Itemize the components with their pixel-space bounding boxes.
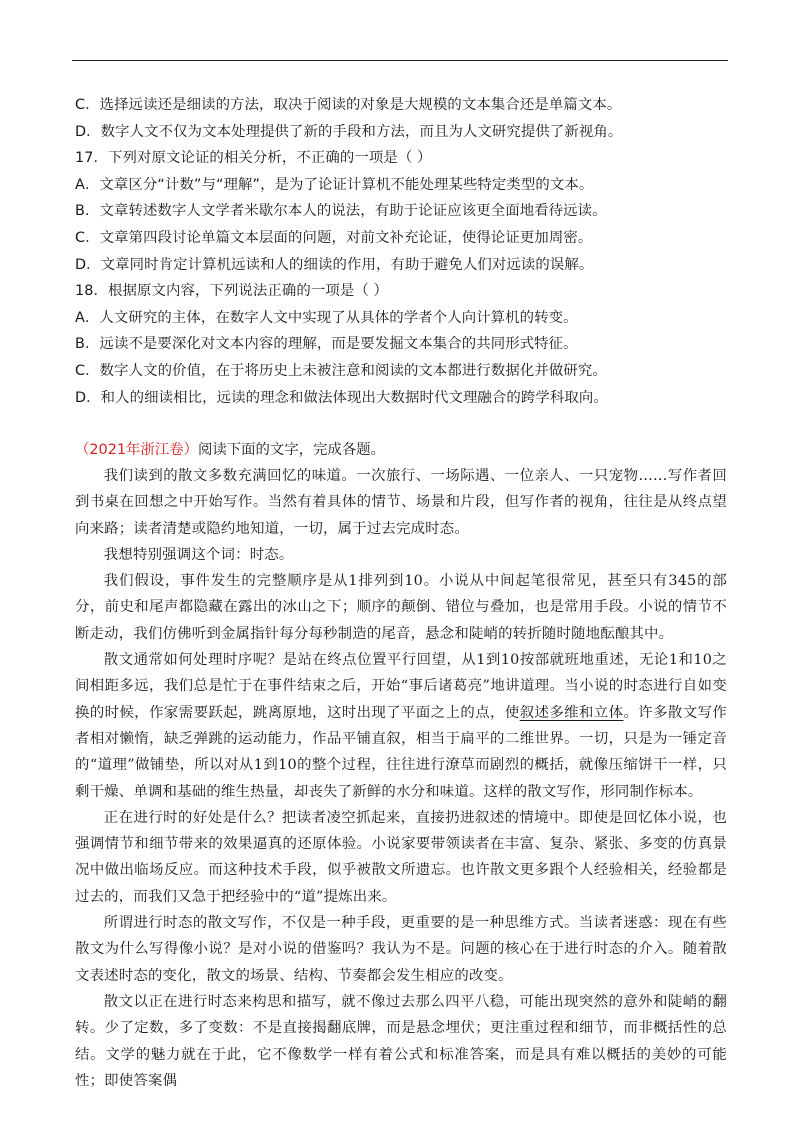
paragraph-3: 我们假设，事件发生的完整顺序是从1排列到10。小说从中间起笔很常见，甚至只有345的部分，前史和尾声都隐藏在露出的冰山之下；顺序的颠倒、错位与叠加，也是常用手段。小说的情节不断走动，我们仿佛听到金属指针每分每秒制造的尾音，悬念和陡峭的转折随时随地酝酿其中。 xyxy=(75,573,727,642)
paragraph-7: 散文以正在进行时态来构思和描写，就不像过去那么四平八稳，可能出现突然的意外和陡峭的翻转。少了定数，多了变数：不是直接揭翻底牌，而是悬念埋伏；更注重过程和细节，而非概括性的总结。文学的魅力就在于此，它不像数学一样有着公式和标准答案，而是具有难以概括的美妙的可能性；即使答案偶 xyxy=(75,993,727,1089)
paragraph-6: 所谓进行时态的散文写作，不仅是一种手段，更重要的是一种思维方式。当读者迷惑：现在有些散文为什么写得像小说？是对小说的借鉴吗？我认为不是。问题的核心在于进行时态的介入。随着散文表述时态的变化，散文的场景、结构、节奏都会发生相应的改变。 xyxy=(75,915,727,984)
question-18-option-b: B．远读不是要深化对文本内容的理解，而是要发掘文本集合的共同形式特征。 xyxy=(75,336,578,353)
question-block xyxy=(75,92,735,411)
question-18-stem: 18．根据原文内容，下列说法正确的一项是（ ） xyxy=(75,283,388,300)
question-18-option-c: C．数字人文的价值，在于将历史上未被注意和阅读的文本都进行数据化并做研究。 xyxy=(75,362,607,379)
passage-heading xyxy=(75,437,727,463)
question-18-option-a: A．人文研究的主体，在数字人文中实现了从具体的学者个人向计算机的转变。 xyxy=(75,309,578,326)
question-18-option-d: D．和人的细读相比，远读的理念和做法体现出大数据时代文理融合的跨学科取向。 xyxy=(75,389,608,406)
passage-source: （2021年浙江卷） xyxy=(75,442,198,458)
paragraph-4-part-a: 散文通常如何处理时序呢？是站在终点位置平行回望，从1到10按部就班地重述，无论1和10之间相距多远，我们总是忙于在事件结束之后，开始“事后诸葛亮”地讲道理。当小说的时态进行自如变换的时候，作家需要跃起，跳离原地，这时出现了平面之上的点，使 xyxy=(75,652,727,721)
reading-passage xyxy=(75,437,727,1094)
question-17-option-c: C．文章第四段讨论单篇文本层面的问题，对前文补充论证，使得论证更加周密。 xyxy=(75,229,593,246)
option-d-prev: D．数字人文不仅为文本处理提供了新的手段和方法，而且为人文研究提供了新视角。 xyxy=(75,123,623,140)
paragraph-2: 我想特别强调这个词：时态。 xyxy=(103,546,294,563)
question-17-stem: 17．下列对原文论证的相关分析，不正确的一项是（ ） xyxy=(75,150,432,167)
paragraph-1: 我们读到的散文多数充满回忆的味道。一次旅行、一场际遇、一位亲人、一只宠物……写作者回到书桌在回想之中开始写作。当然有着具体的情节、场景和片段，但写作者的视角，往往是从终点望向来路；读者清楚或隐约地知道，一切，属于过去完成时态。 xyxy=(75,468,727,537)
question-17-option-d: D．文章同时肯定计算机远读和人的细读的作用，有助于避免人们对远读的误解。 xyxy=(75,256,594,273)
header-rule xyxy=(72,60,728,61)
question-17-option-a: A．文章区分“计数”与“理解”，是为了论证计算机不能处理某些特定类型的文本。 xyxy=(75,176,594,193)
paragraph-5: 正在进行时的好处是什么？把读者凌空抓起来，直接扔进叙述的情境中。即使是回忆体小说，也强调情节和细节带来的效果逼真的还原体验。小说家要带领读者在丰富、复杂、紧张、多变的仿真景况中做出临场反应。而这种技术手段，似乎被散文所遗忘。也许散文更多跟个人经验相关，经验都是过去的，而我们又急于把经验中的“道”提炼出来。 xyxy=(75,809,727,905)
underlined-phrase: 叙述多维和立体 xyxy=(519,704,624,721)
paragraph-4-part-b: 。许多散文写作者相对懒惰，缺乏弹跳的运动能力，作品平铺直叙，相当于扁平的二维世界。一切，只是为一锤定音的“道理”做铺垫，所以对从1到10的整个过程，往往进行潦草而剧烈的概括，就像压缩饼干一样，只剩干燥、单调和基础的维生热量，却丧失了新鲜的水分和味道。这样的散文写作，形同制作标本。 xyxy=(75,704,727,800)
paragraph-4 xyxy=(75,647,727,805)
passage-instruction: 阅读下面的文字，完成各题。 xyxy=(197,442,386,458)
question-17-option-b: B．文章转述数字人文学者米歇尔本人的说法，有助于论证应该更全面地看待远读。 xyxy=(75,203,607,220)
option-c-prev: C．选择远读还是细读的方法，取决于阅读的对象是大规模的文本集合还是单篇文本。 xyxy=(75,97,622,113)
